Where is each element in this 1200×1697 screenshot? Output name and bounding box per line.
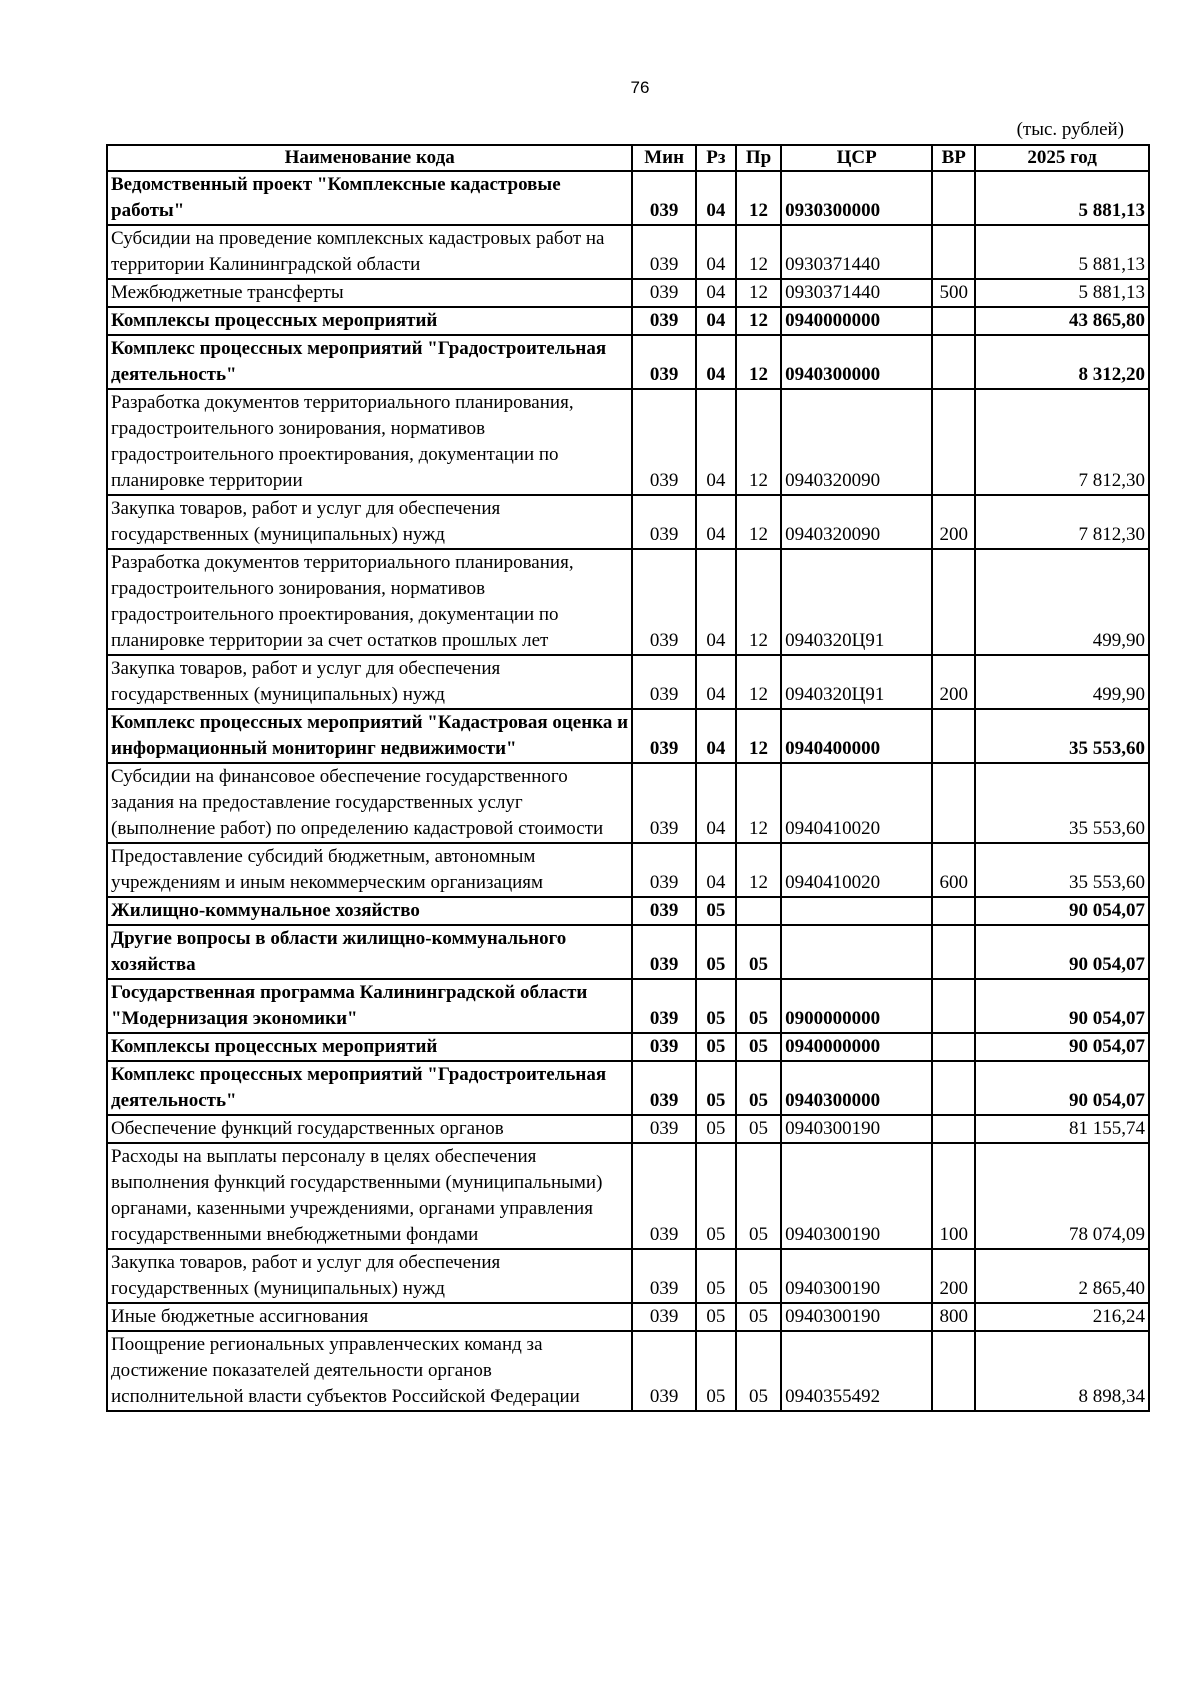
cell-name: Обеспечение функций государственных органов: [107, 1115, 632, 1143]
cell-min: 039: [632, 655, 696, 709]
cell-rz: 04: [696, 495, 736, 549]
cell-amount: 8 898,34: [975, 1331, 1149, 1411]
table-row: [107, 549, 1149, 655]
cell-rz: 05: [696, 925, 736, 979]
cell-csr: 0900000000: [781, 979, 932, 1033]
cell-min: 039: [632, 897, 696, 925]
cell-vr: 600: [932, 843, 975, 897]
cell-pr: 05: [736, 1249, 781, 1303]
cell-csr: 0940355492: [781, 1331, 932, 1411]
cell-min: 039: [632, 495, 696, 549]
table-row: [107, 1143, 1149, 1249]
cell-csr: 0940320Ц91: [781, 549, 932, 655]
cell-pr: 12: [736, 549, 781, 655]
cell-rz: 04: [696, 763, 736, 843]
cell-vr: [932, 763, 975, 843]
cell-csr: 0940300190: [781, 1143, 932, 1249]
cell-csr: 0940300190: [781, 1303, 932, 1331]
cell-pr: 12: [736, 763, 781, 843]
table-row: [107, 763, 1149, 843]
table-header-row: [107, 145, 1149, 171]
header-vr: ВР: [932, 145, 975, 171]
cell-amount: 90 054,07: [975, 897, 1149, 925]
cell-amount: 90 054,07: [975, 925, 1149, 979]
table-row: [107, 335, 1149, 389]
cell-pr: 12: [736, 843, 781, 897]
table-row: [107, 655, 1149, 709]
cell-rz: 05: [696, 1303, 736, 1331]
cell-min: 039: [632, 925, 696, 979]
cell-csr: 0930300000: [781, 171, 932, 225]
cell-name: Комплексы процессных мероприятий: [107, 307, 632, 335]
cell-min: 039: [632, 1143, 696, 1249]
cell-name: Субсидии на проведение комплексных кадастровых работ на территории Калининградской области: [107, 225, 632, 279]
cell-vr: [932, 979, 975, 1033]
cell-rz: 04: [696, 549, 736, 655]
cell-min: 039: [632, 979, 696, 1033]
cell-vr: 100: [932, 1143, 975, 1249]
cell-name: Комплекс процессных мероприятий "Кадастровая оценка и информационный мониторинг недвижимости": [107, 709, 632, 763]
table-row: [107, 1331, 1149, 1411]
cell-csr: 0940000000: [781, 307, 932, 335]
cell-min: 039: [632, 225, 696, 279]
cell-pr: [736, 897, 781, 925]
cell-vr: [932, 549, 975, 655]
cell-amount: 90 054,07: [975, 1033, 1149, 1061]
cell-rz: 05: [696, 1331, 736, 1411]
cell-pr: 05: [736, 1061, 781, 1115]
cell-name: Комплекс процессных мероприятий "Градостроительная деятельность": [107, 335, 632, 389]
cell-vr: [932, 307, 975, 335]
cell-csr: 0940000000: [781, 1033, 932, 1061]
cell-amount: 5 881,13: [975, 171, 1149, 225]
header-name: Наименование кода: [107, 145, 632, 171]
header-pr: Пр: [736, 145, 781, 171]
cell-csr: [781, 925, 932, 979]
cell-name: Иные бюджетные ассигнования: [107, 1303, 632, 1331]
cell-vr: [932, 925, 975, 979]
cell-min: 039: [632, 1303, 696, 1331]
cell-csr: 0940320090: [781, 495, 932, 549]
cell-amount: 35 553,60: [975, 709, 1149, 763]
cell-vr: [932, 897, 975, 925]
cell-csr: 0940410020: [781, 763, 932, 843]
cell-amount: 216,24: [975, 1303, 1149, 1331]
cell-csr: 0940410020: [781, 843, 932, 897]
cell-pr: 12: [736, 307, 781, 335]
cell-csr: 0940320090: [781, 389, 932, 495]
cell-min: 039: [632, 389, 696, 495]
cell-pr: 12: [736, 655, 781, 709]
table-row: [107, 1033, 1149, 1061]
cell-vr: [932, 1033, 975, 1061]
cell-name: Межбюджетные трансферты: [107, 279, 632, 307]
cell-amount: 81 155,74: [975, 1115, 1149, 1143]
cell-rz: 04: [696, 709, 736, 763]
cell-csr: 0940320Ц91: [781, 655, 932, 709]
table-row: [107, 1303, 1149, 1331]
cell-name: Закупка товаров, работ и услуг для обеспечения государственных (муниципальных) нужд: [107, 1249, 632, 1303]
cell-rz: 04: [696, 279, 736, 307]
cell-amount: 499,90: [975, 549, 1149, 655]
cell-name: Ведомственный проект "Комплексные кадастровые работы": [107, 171, 632, 225]
cell-rz: 04: [696, 225, 736, 279]
cell-name: Поощрение региональных управленческих команд за достижение показателей деятельности органов исполнительной власти субъектов Российской Федерации: [107, 1331, 632, 1411]
cell-rz: 05: [696, 1061, 736, 1115]
cell-amount: 90 054,07: [975, 979, 1149, 1033]
cell-name: Разработка документов территориального планирования, градостроительного зонирования, нормативов градостроительного проектирования, документации по планировке территории: [107, 389, 632, 495]
table-row: [107, 1249, 1149, 1303]
page-number: 76: [630, 78, 650, 97]
cell-min: 039: [632, 549, 696, 655]
cell-min: 039: [632, 709, 696, 763]
table-row: [107, 925, 1149, 979]
cell-name: Комплекс процессных мероприятий "Градостроительная деятельность": [107, 1061, 632, 1115]
cell-name: Закупка товаров, работ и услуг для обеспечения государственных (муниципальных) нужд: [107, 495, 632, 549]
cell-min: 039: [632, 171, 696, 225]
cell-vr: 200: [932, 1249, 975, 1303]
cell-name: Субсидии на финансовое обеспечение государственного задания на предоставление государственных услуг (выполнение работ) по определению кадастровой стоимости: [107, 763, 632, 843]
cell-vr: [932, 335, 975, 389]
cell-amount: 8 312,20: [975, 335, 1149, 389]
cell-pr: 12: [736, 171, 781, 225]
cell-name: Закупка товаров, работ и услуг для обеспечения государственных (муниципальных) нужд: [107, 655, 632, 709]
table-row: [107, 225, 1149, 279]
cell-csr: 0930371440: [781, 225, 932, 279]
cell-vr: [932, 1331, 975, 1411]
cell-pr: 05: [736, 1331, 781, 1411]
cell-amount: 78 074,09: [975, 1143, 1149, 1249]
cell-pr: 05: [736, 1033, 781, 1061]
header-csr: ЦСР: [781, 145, 932, 171]
cell-rz: 05: [696, 1115, 736, 1143]
cell-amount: 43 865,80: [975, 307, 1149, 335]
cell-vr: 200: [932, 495, 975, 549]
cell-vr: 200: [932, 655, 975, 709]
header-min: Мин: [632, 145, 696, 171]
cell-csr: 0930371440: [781, 279, 932, 307]
cell-pr: 12: [736, 279, 781, 307]
table-row: [107, 279, 1149, 307]
cell-vr: [932, 1115, 975, 1143]
cell-rz: 04: [696, 307, 736, 335]
table-body: [107, 171, 1149, 1411]
cell-pr: 05: [736, 979, 781, 1033]
table-row: [107, 307, 1149, 335]
table-row: [107, 171, 1149, 225]
cell-vr: [932, 709, 975, 763]
cell-pr: 05: [736, 925, 781, 979]
cell-amount: 499,90: [975, 655, 1149, 709]
cell-min: 039: [632, 763, 696, 843]
table-row: [107, 979, 1149, 1033]
table-row: [107, 389, 1149, 495]
cell-rz: 04: [696, 171, 736, 225]
cell-amount: 2 865,40: [975, 1249, 1149, 1303]
cell-rz: 05: [696, 1249, 736, 1303]
cell-name: Государственная программа Калининградской области "Модернизация экономики": [107, 979, 632, 1033]
cell-rz: 05: [696, 1143, 736, 1249]
cell-pr: 12: [736, 225, 781, 279]
cell-min: 039: [632, 1033, 696, 1061]
cell-amount: 35 553,60: [975, 843, 1149, 897]
cell-name: Разработка документов территориального планирования, градостроительного зонирования, нормативов градостроительного проектирования, документации по планировке территории за счет остатков прошлых лет: [107, 549, 632, 655]
cell-rz: 05: [696, 1033, 736, 1061]
cell-min: 039: [632, 1331, 696, 1411]
table-row: [107, 897, 1149, 925]
cell-csr: 0940300000: [781, 1061, 932, 1115]
cell-name: Расходы на выплаты персоналу в целях обеспечения выполнения функций государственными (муниципальными) органами, казенными учреждениями, органами управления государственными внебюджетными фондами: [107, 1143, 632, 1249]
cell-vr: 800: [932, 1303, 975, 1331]
cell-name: Комплексы процессных мероприятий: [107, 1033, 632, 1061]
cell-csr: [781, 897, 932, 925]
cell-pr: 05: [736, 1303, 781, 1331]
cell-csr: 0940300190: [781, 1249, 932, 1303]
cell-pr: 12: [736, 389, 781, 495]
cell-pr: 05: [736, 1143, 781, 1249]
cell-min: 039: [632, 1115, 696, 1143]
cell-rz: 04: [696, 389, 736, 495]
cell-vr: [932, 225, 975, 279]
cell-min: 039: [632, 279, 696, 307]
cell-amount: 5 881,13: [975, 279, 1149, 307]
cell-amount: 7 812,30: [975, 495, 1149, 549]
table-row: [107, 1061, 1149, 1115]
header-year: 2025 год: [975, 145, 1149, 171]
cell-rz: 04: [696, 655, 736, 709]
cell-pr: 12: [736, 335, 781, 389]
cell-vr: [932, 171, 975, 225]
cell-vr: 500: [932, 279, 975, 307]
cell-min: 039: [632, 1249, 696, 1303]
cell-vr: [932, 389, 975, 495]
cell-csr: 0940400000: [781, 709, 932, 763]
table-row: [107, 709, 1149, 763]
table-row: [107, 843, 1149, 897]
table-row: [107, 495, 1149, 549]
cell-amount: 90 054,07: [975, 1061, 1149, 1115]
cell-min: 039: [632, 307, 696, 335]
header-rz: Рз: [696, 145, 736, 171]
units-label: (тыс. рублей): [1016, 119, 1124, 140]
cell-name: Предоставление субсидий бюджетным, автономным учреждениям и иным некоммерческим организациям: [107, 843, 632, 897]
cell-csr: 0940300000: [781, 335, 932, 389]
cell-amount: 35 553,60: [975, 763, 1149, 843]
cell-min: 039: [632, 335, 696, 389]
cell-pr: 12: [736, 495, 781, 549]
cell-min: 039: [632, 1061, 696, 1115]
cell-name: Другие вопросы в области жилищно-коммунального хозяйства: [107, 925, 632, 979]
cell-amount: 7 812,30: [975, 389, 1149, 495]
cell-rz: 05: [696, 897, 736, 925]
cell-csr: 0940300190: [781, 1115, 932, 1143]
cell-vr: [932, 1061, 975, 1115]
cell-rz: 04: [696, 843, 736, 897]
cell-name: Жилищно-коммунальное хозяйство: [107, 897, 632, 925]
cell-rz: 04: [696, 335, 736, 389]
table-row: [107, 1115, 1149, 1143]
cell-min: 039: [632, 843, 696, 897]
cell-amount: 5 881,13: [975, 225, 1149, 279]
budget-table: [106, 144, 1150, 1412]
cell-pr: 05: [736, 1115, 781, 1143]
cell-pr: 12: [736, 709, 781, 763]
cell-rz: 05: [696, 979, 736, 1033]
